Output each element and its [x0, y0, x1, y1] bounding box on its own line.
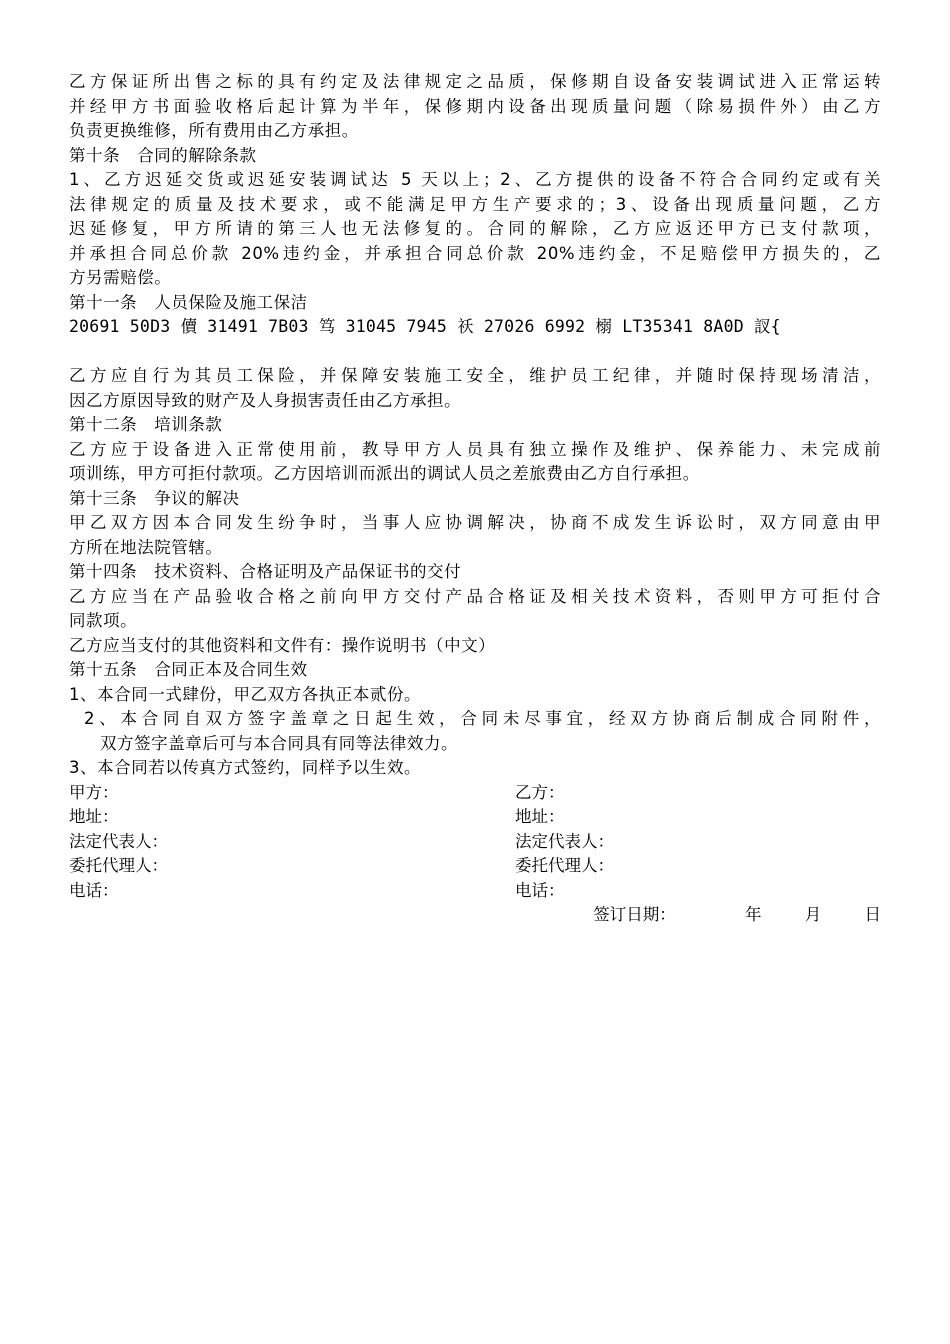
text-line: 1、乙方迟延交货或迟延安装调试达 5 天以上；2、乙方提供的设备不符合合同约定或有关 — [69, 170, 881, 189]
party-a-label: 甲方： — [69, 782, 119, 802]
article-10-title: 第十条 合同的解除条款 — [69, 145, 257, 165]
party-a-phone: 电话： — [69, 880, 119, 900]
party-a-representative: 法定代表人： — [69, 831, 168, 851]
article-12-title: 第十二条 培训条款 — [69, 415, 223, 434]
article-10-body — [69, 168, 881, 291]
signing-date — [69, 903, 881, 928]
text-line: 方所在地法院管辖。 — [69, 537, 223, 557]
signing-date-label: 签订日期： — [593, 905, 676, 924]
signing-date-month: 月 — [804, 905, 822, 924]
text-line: 并承担合同总价款 20%违约金，并承担合同总价款 20%违约金，不足赔偿甲方损失的，乙 — [69, 243, 881, 263]
blank-line — [69, 340, 881, 365]
signature-row — [69, 830, 881, 855]
text-line: 方另需赔偿。 — [69, 268, 172, 287]
article-12-body — [69, 438, 881, 487]
text-line: 甲乙双方因本合同发生纷争时，当事人应协调解决，协商不成发生诉讼时，双方同意由甲 — [69, 513, 881, 532]
article-14-title: 第十四条 技术资料、合格证明及产品保证书的交付 — [69, 562, 462, 581]
party-a-agent: 委托代理人： — [69, 856, 168, 875]
list-item-continuation: 双方签字盖章后可与本合同具有同等法律效力。 — [100, 733, 459, 753]
text-line: 因乙方原因导致的财产及人身损害责任由乙方承担。 — [69, 390, 462, 410]
party-b-address: 地址： — [515, 807, 565, 826]
article-11-title: 第十一条 人员保险及施工保洁 — [69, 292, 308, 312]
text-line: 并经甲方书面验收格后起计算为半年，保修期内设备出现质量问题（除易损件外）由乙方 — [69, 96, 881, 116]
signature-row — [69, 854, 881, 879]
text-line: 乙方保证所出售之标的具有约定及法律规定之品质，保修期自设备安装调试进入正常运转 — [69, 72, 881, 91]
text-line: 同款项。 — [69, 611, 138, 630]
party-b-phone: 电话： — [515, 880, 565, 900]
party-a-address: 地址： — [69, 807, 119, 826]
list-item: 3、本合同若以传真方式签约，同样予以生效。 — [69, 758, 422, 777]
signing-date-day: 日 — [864, 905, 881, 924]
text-line: 项训练，甲方可拒付款项。乙方因培训而派出的调试人员之差旅费由乙方自行承担。 — [69, 464, 700, 483]
signature-block — [69, 781, 881, 928]
text-line: 乙方应于设备进入正常使用前，教导甲方人员具有独立操作及维护、保养能力、未完成前 — [69, 439, 881, 459]
signing-date-year: 年 — [745, 905, 762, 924]
party-b-agent: 委托代理人： — [515, 856, 614, 875]
text-line: 乙方应自行为其员工保险，并保障安装施工安全，维护员工纪律，并随时保持现场清洁， — [69, 366, 881, 385]
list-item: 1、本合同一式肆份，甲乙双方各执正本贰份。 — [69, 684, 422, 704]
garbled-code-line: 20691 50D3 儥 31491 7B03 笃 31045 7945 祅 27026 6992 榒 LT35341 8A0D 訍{ — [69, 317, 781, 336]
text-line: 负责更换维修，所有费用由乙方承担。 — [69, 121, 359, 140]
text-line: 乙方应当支付的其他资料和文件有：操作说明书（中文） — [69, 635, 496, 655]
article-11-body — [69, 364, 881, 413]
text-line: 迟延修复，甲方所请的第三人也无法修复的。合同的解除，乙方应返还甲方已支付款项， — [69, 219, 881, 238]
signature-row — [69, 781, 881, 806]
text-line: 法律规定的质量及技术要求，或不能满足甲方生产要求的；3、设备出现质量问题，乙方 — [69, 194, 881, 214]
signature-row — [69, 805, 881, 830]
party-b-label: 乙方： — [515, 782, 565, 802]
article-13-body — [69, 511, 881, 560]
article-15-title: 第十五条 合同正本及合同生效 — [69, 660, 308, 679]
article-15-body — [69, 683, 881, 781]
contract-page — [69, 70, 881, 928]
text-line: 乙方应当在产品验收合格之前向甲方交付产品合格证及相关技术资料，否则甲方可拒付合 — [69, 586, 881, 606]
article-14-body — [69, 585, 881, 659]
signature-row — [69, 879, 881, 904]
list-item: 2、本合同自双方签字盖章之日起生效，合同未尽事宜，经双方协商后制成合同附件， — [84, 709, 881, 728]
warranty-paragraph — [69, 70, 881, 144]
party-b-representative: 法定代表人： — [515, 831, 614, 851]
article-13-title: 第十三条 争议的解决 — [69, 488, 240, 508]
